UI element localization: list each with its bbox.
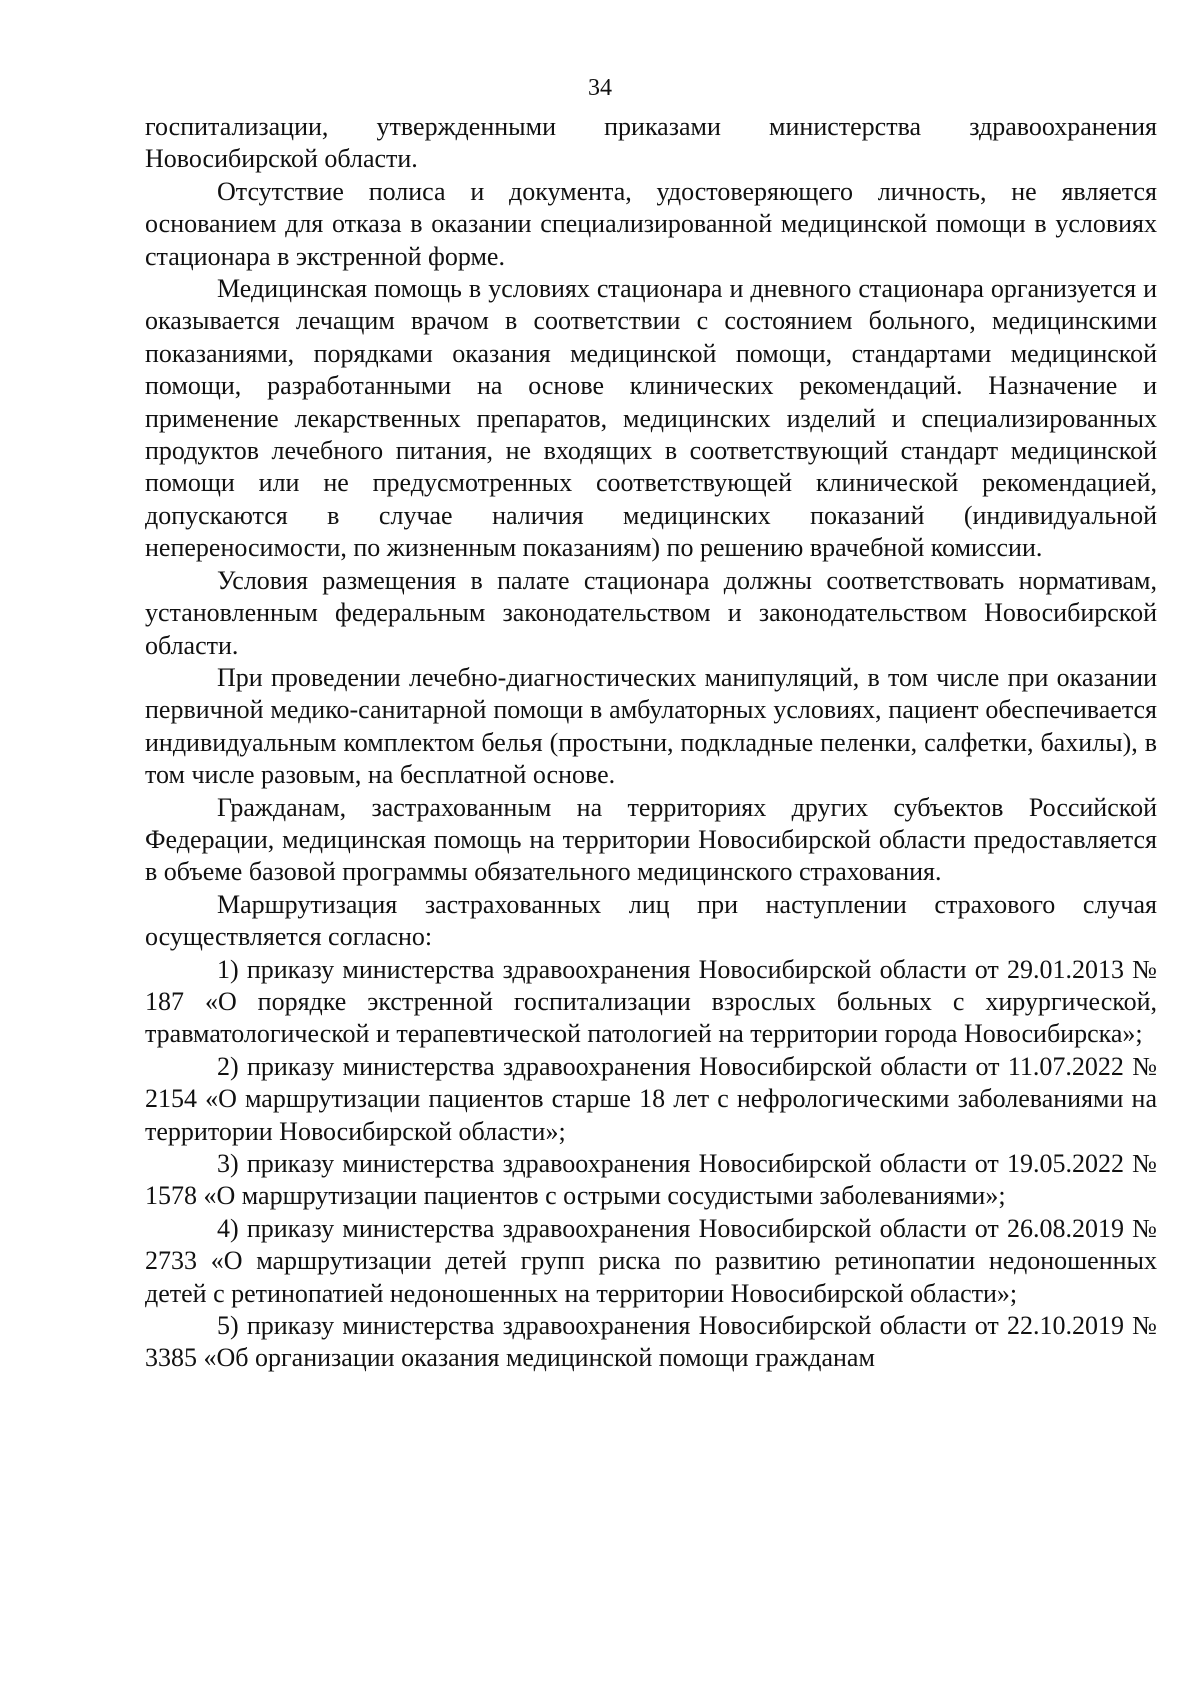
paragraph-inpatient-care: Медицинская помощь в условиях стационара и дневного стационара организуется и оказывается лечащим врачом в соответствии с состоянием больного, медицинскими показаниями, порядками оказания медицинской помощи, стандартами медицинской помощи, разработанными на основе клинических рекомендаций. Назначение и применение лекарственных препаратов, медицинских изделий и специализированных продуктов лечебного питания, не входящих в соответствующий стандарт медицинской помощи или не предусмотренных соответствующей клинической рекомендацией, допускаются в случае наличия медицинских показаний (индивидуальной непереносимости, по жизненным показаниям) по решению врачебной комиссии.: [145, 274, 1157, 563]
paragraph-linen-provision: При проведении лечебно-диагностических манипуляций, в том числе при оказании первичной медико-санитарной помощи в амбулаторных условиях, пациент обеспечивается индивидуальным комплектом белья (простыни, подкладные пеленки, салфетки, бахилы), в том числе разовым, на бесплатной основе.: [145, 662, 1157, 790]
list-item-order-1: 1) приказу министерства здравоохранения Новосибирской области от 29.01.2013 № 187 «О порядке экстренной госпитализации взрослых больных с хирургической, травматологической и терапевтической патологией на территории города Новосибирска»;: [145, 954, 1157, 1049]
list-item-order-3: 3) приказу министерства здравоохранения Новосибирской области от 19.05.2022 № 1578 «О маршрутизации пациентов с острыми сосудистыми заболеваниями»;: [145, 1149, 1157, 1211]
paragraph-continuation: госпитализации, утвержденными приказами министерства здравоохранения Новосибирской области.: [145, 112, 1157, 174]
paragraph-other-regions: Гражданам, застрахованным на территориях других субъектов Российской Федерации, медицинская помощь на территории Новосибирской области предоставляется в объеме базовой программы обязательного медицинского страхования.: [145, 792, 1157, 887]
paragraph-routing-intro: Маршрутизация застрахованных лиц при наступлении страхового случая осуществляется согласно:: [145, 889, 1157, 952]
list-item-order-5: 5) приказу министерства здравоохранения Новосибирской области от 22.10.2019 № 3385 «Об организации оказания медицинской помощи гражданам: [145, 1311, 1157, 1373]
list-item-order-4: 4) приказу министерства здравоохранения Новосибирской области от 26.08.2019 № 2733 «О маршрутизации детей групп риска по развитию ретинопатии недоношенных детей с ретинопатией недоношенных на территории Новосибирской области»;: [145, 1213, 1157, 1308]
paragraph-ward-conditions: Условия размещения в палате стационара должны соответствовать нормативам, установленным федеральным законодательством и законодательством Новосибирской области.: [145, 565, 1157, 660]
page-number: 34: [588, 75, 612, 101]
list-item-order-2: 2) приказу министерства здравоохранения Новосибирской области от 11.07.2022 № 2154 «О маршрутизации пациентов старше 18 лет с нефрологическими заболеваниями на территории Новосибирской области»;: [145, 1051, 1157, 1146]
paragraph-policy-absence: Отсутствие полиса и документа, удостоверяющего личность, не является основанием для отказа в оказании специализированной медицинской помощи в условиях стационара в экстренной форме.: [145, 176, 1157, 271]
document-body: [145, 111, 1157, 1375]
